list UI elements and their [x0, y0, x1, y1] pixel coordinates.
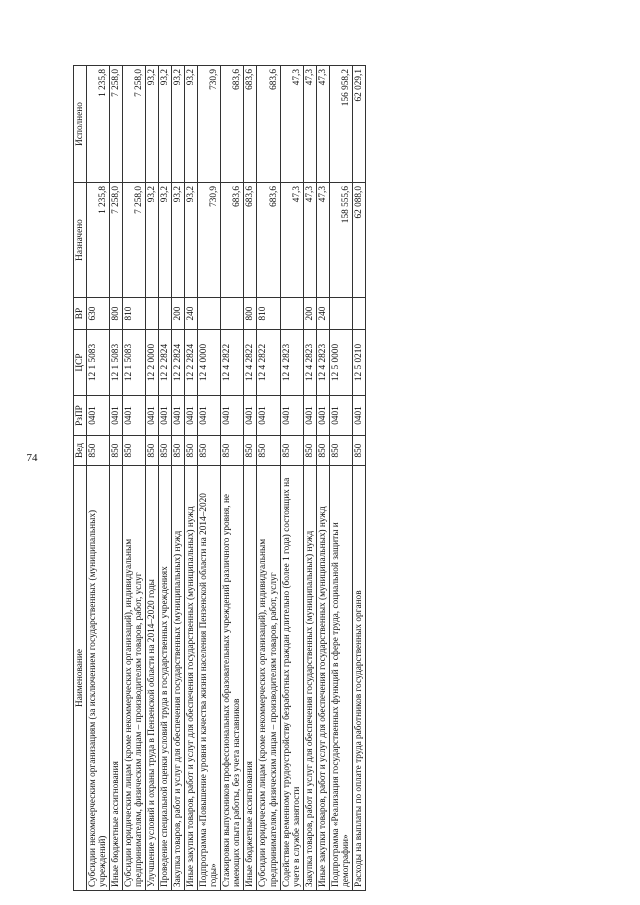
cell-vr	[352, 298, 365, 330]
cell-ved: 850	[316, 436, 329, 466]
budget-table	[73, 65, 366, 891]
cell-assigned: 93,2	[146, 183, 159, 298]
cell-vr: 240	[185, 298, 198, 330]
cell-executed: 683,6	[257, 66, 280, 183]
cell-executed: 683,6	[244, 66, 257, 183]
rotated-budget-table-container	[73, 66, 583, 891]
cell-vr: 200	[303, 298, 316, 330]
cell-name: Стажировки выпускников профессиональных образовательных учреждений различного уровня, не имеющих опыта работы, без учета наставников	[221, 466, 244, 891]
cell-csr: 12 1 5083	[123, 330, 146, 396]
cell-assigned: 7 258,0	[123, 183, 146, 298]
cell-ved: 850	[159, 436, 172, 466]
cell-executed: 7 258,0	[123, 66, 146, 183]
cell-csr: 12 4 2822	[244, 330, 257, 396]
cell-rzpr: 0401	[110, 396, 123, 436]
cell-rzpr: 0401	[352, 396, 365, 436]
table-header-row	[74, 66, 87, 891]
cell-executed: 62 029,1	[352, 66, 365, 183]
cell-csr: 12 4 2823	[280, 330, 303, 396]
cell-ved: 850	[146, 436, 159, 466]
cell-name: Субсидии некоммерческим организациям (за исключением государственных (муниципальных) учреждений)	[87, 466, 110, 891]
cell-ved: 850	[352, 436, 365, 466]
cell-name: Проведение специальной оценки условий труда в государственных учреждениях	[159, 466, 172, 891]
cell-assigned: 1 235,8	[87, 183, 110, 298]
cell-vr	[329, 298, 352, 330]
table-row	[280, 66, 303, 891]
header-rzpr: РзПР	[74, 396, 87, 436]
header-vr: ВР	[74, 298, 87, 330]
cell-rzpr: 0401	[87, 396, 110, 436]
cell-executed: 47,3	[303, 66, 316, 183]
cell-ved: 850	[123, 436, 146, 466]
table-row	[159, 66, 172, 891]
cell-assigned: 47,3	[316, 183, 329, 298]
cell-assigned: 683,6	[244, 183, 257, 298]
cell-ved: 850	[172, 436, 185, 466]
cell-ved: 850	[257, 436, 280, 466]
cell-rzpr: 0401	[316, 396, 329, 436]
cell-vr: 810	[123, 298, 146, 330]
table-row	[185, 66, 198, 891]
cell-csr: 12 4 2822	[257, 330, 280, 396]
cell-rzpr: 0401	[159, 396, 172, 436]
cell-ved: 850	[87, 436, 110, 466]
cell-rzpr: 0401	[146, 396, 159, 436]
cell-name: Подпрограмма «Реализация государственных функций в сфере труда, социальной защиты и демографии»	[329, 466, 352, 891]
cell-name: Улучшение условий и охраны труда в Пензенской области на 2014–2020 годы	[146, 466, 159, 891]
header-ved: Вед	[74, 436, 87, 466]
cell-name: Субсидии юридическим лицам (кроме некоммерческих организаций), индивидуальным предпринимателям, физическим лицам – производителям товаров, работ, услуг	[257, 466, 280, 891]
cell-name: Субсидии юридическим лицам (кроме некоммерческих организаций), индивидуальным предпринимателям, физическим лицам – производителям товаров, работ, услуг	[123, 466, 146, 891]
cell-assigned: 683,6	[257, 183, 280, 298]
header-csr: ЦСР	[74, 330, 87, 396]
header-executed: Исполнено	[74, 66, 87, 183]
cell-vr: 200	[172, 298, 185, 330]
cell-ved: 850	[244, 436, 257, 466]
cell-csr: 12 2 0000	[146, 330, 159, 396]
cell-vr	[280, 298, 303, 330]
cell-executed: 1 235,8	[87, 66, 110, 183]
cell-executed: 7 258,0	[110, 66, 123, 183]
cell-name: Иные закупки товаров, работ и услуг для обеспечения государственных (муниципальных) нужд	[185, 466, 198, 891]
cell-csr: 12 5 0210	[352, 330, 365, 396]
cell-csr: 12 1 5083	[110, 330, 123, 396]
cell-rzpr: 0401	[198, 396, 221, 436]
cell-csr: 12 4 2823	[316, 330, 329, 396]
cell-executed: 156 958,2	[329, 66, 352, 183]
cell-csr: 12 4 2822	[221, 330, 244, 396]
cell-csr: 12 4 2823	[303, 330, 316, 396]
cell-executed: 683,6	[221, 66, 244, 183]
cell-rzpr: 0401	[185, 396, 198, 436]
table-row	[257, 66, 280, 891]
cell-ved: 850	[185, 436, 198, 466]
cell-assigned: 47,3	[303, 183, 316, 298]
cell-ved: 850	[303, 436, 316, 466]
cell-csr: 12 4 0000	[198, 330, 221, 396]
cell-name: Расходы на выплаты по оплате труда работников государственных органов	[352, 466, 365, 891]
cell-vr: 630	[87, 298, 110, 330]
table-row	[146, 66, 159, 891]
table-row	[110, 66, 123, 891]
cell-name: Иные бюджетные ассигнования	[110, 466, 123, 891]
cell-csr: 12 5 0000	[329, 330, 352, 396]
cell-executed: 93,2	[185, 66, 198, 183]
page-number: 74	[26, 452, 38, 464]
cell-name: Закупка товаров, работ и услуг для обеспечения государственных (муниципальных) нужд	[172, 466, 185, 891]
table-row	[221, 66, 244, 891]
cell-ved: 850	[198, 436, 221, 466]
cell-csr: 12 1 5083	[87, 330, 110, 396]
cell-executed: 93,2	[159, 66, 172, 183]
cell-executed: 93,2	[146, 66, 159, 183]
cell-rzpr: 0401	[221, 396, 244, 436]
cell-vr: 800	[244, 298, 257, 330]
cell-assigned: 93,2	[159, 183, 172, 298]
table-body	[87, 66, 366, 891]
table-row	[87, 66, 110, 891]
cell-name: Подпрограмма «Повышение уровня и качества жизни населения Пензенской области на 2014–2020 годы»	[198, 466, 221, 891]
cell-ved: 850	[110, 436, 123, 466]
cell-rzpr: 0401	[244, 396, 257, 436]
cell-vr	[159, 298, 172, 330]
cell-assigned: 62 088,0	[352, 183, 365, 298]
header-assigned: Назначено	[74, 183, 87, 298]
cell-assigned: 7 258,0	[110, 183, 123, 298]
cell-executed: 93,2	[172, 66, 185, 183]
cell-vr	[146, 298, 159, 330]
table-row	[316, 66, 329, 891]
cell-assigned: 683,6	[221, 183, 244, 298]
cell-ved: 850	[329, 436, 352, 466]
table-row	[352, 66, 365, 891]
cell-rzpr: 0401	[172, 396, 185, 436]
table-row	[329, 66, 352, 891]
cell-vr	[221, 298, 244, 330]
table-row	[303, 66, 316, 891]
cell-csr: 12 2 2824	[172, 330, 185, 396]
cell-vr: 800	[110, 298, 123, 330]
cell-assigned: 93,2	[172, 183, 185, 298]
cell-rzpr: 0401	[303, 396, 316, 436]
cell-executed: 47,3	[280, 66, 303, 183]
cell-name: Содействие временному трудоустройству безработных граждан длительно (более 1 года) состоящих на учете в службе занятости	[280, 466, 303, 891]
cell-ved: 850	[221, 436, 244, 466]
cell-assigned: 730,9	[198, 183, 221, 298]
cell-assigned: 93,2	[185, 183, 198, 298]
cell-assigned: 47,3	[280, 183, 303, 298]
cell-rzpr: 0401	[329, 396, 352, 436]
cell-rzpr: 0401	[280, 396, 303, 436]
cell-assigned: 158 555,6	[329, 183, 352, 298]
cell-name: Иные закупки товаров, работ и услуг для обеспечения государственных (муниципальных) нужд	[316, 466, 329, 891]
cell-executed: 47,3	[316, 66, 329, 183]
cell-name: Закупка товаров, работ и услуг для обеспечения государственных (муниципальных) нужд	[303, 466, 316, 891]
cell-vr	[198, 298, 221, 330]
table-row	[244, 66, 257, 891]
cell-vr: 810	[257, 298, 280, 330]
cell-name: Иные бюджетные ассигнования	[244, 466, 257, 891]
cell-rzpr: 0401	[123, 396, 146, 436]
header-name: Наименование	[74, 466, 87, 891]
cell-csr: 12 2 2824	[185, 330, 198, 396]
cell-ved: 850	[280, 436, 303, 466]
cell-vr: 240	[316, 298, 329, 330]
cell-rzpr: 0401	[257, 396, 280, 436]
table-row	[123, 66, 146, 891]
table-row	[198, 66, 221, 891]
cell-executed: 730,9	[198, 66, 221, 183]
table-row	[172, 66, 185, 891]
cell-csr: 12 2 2824	[159, 330, 172, 396]
